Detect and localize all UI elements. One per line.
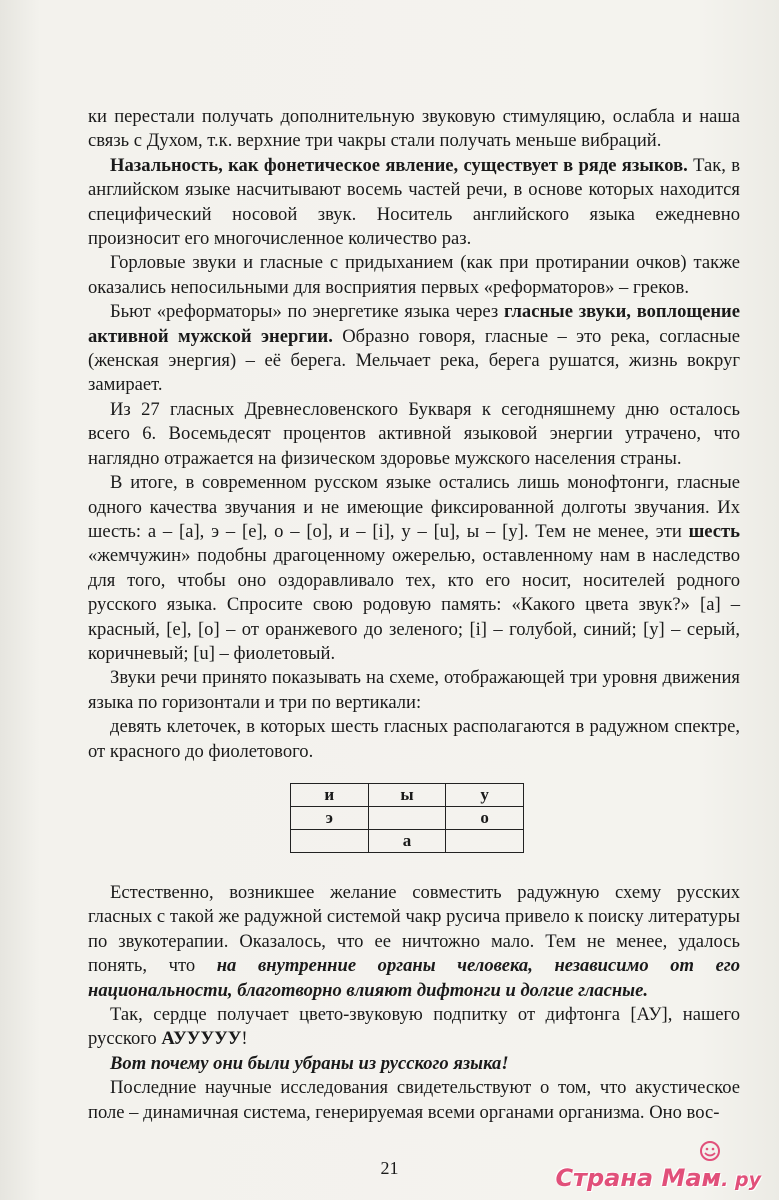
paragraph-1: ки перестали получать дополнительную звуковую стимуляцию, ослабла и наша связь с Духом, т.к. верхние три чакры стали получать меньше вибраций.	[88, 106, 740, 152]
vowel-cell: ы	[368, 784, 446, 807]
vowel-grid-table	[290, 783, 524, 853]
paragraph-10: Так, сердце получает цвето-звуковую подпитку от дифтонга [АУ], нашего русского АУУУУУ!	[88, 1004, 740, 1050]
vowel-cell	[446, 830, 524, 853]
vowel-cell: э	[291, 807, 369, 830]
vowel-cell: о	[446, 807, 524, 830]
paragraph-11: Вот почему они были убраны из русского языка!	[110, 1052, 509, 1074]
vowel-row-bottom	[291, 830, 524, 853]
paragraph-6: В итоге, в современном русском языке остались лишь монофтонги, гласные одного качества звучания и не имеющие фиксированной долготы звучания. Их шесть: а – [а], э – [е], о – [о], и – [i], у – [u], ы – [у]. Тем не менее, эти шесть «жемчужин» подобны драгоценному ожерелью, оставленному нам в наследство для того, чтобы оно оздоравливало тех, кто его носит, носителей родного русского языка. Спросите свою родовую память: «Какого цвета звук?» [а] – красный, [е], [о] – от оранжевого до зеленого; [i] – голубой, синий; [у] – серый, коричневый; [u] – фиолетовый.	[88, 472, 740, 664]
page-number: 21	[380, 1158, 399, 1178]
site-watermark: Страна Мам. ру	[555, 1164, 761, 1192]
paragraph-8: девять клеточек, в которых шесть гласных располагаются в радужном спектре, от красного до фиолетового.	[88, 716, 740, 762]
paragraph-4: Бьют «реформаторы» по энергетике языка через гласные звуки, воплощение активной мужской энергии. Образно говоря, гласные – это река, согласные (женская энергия) – её берега. Мельчает река, берега рушатся, жизнь вокруг замирает.	[88, 301, 740, 396]
vowel-cell: и	[291, 784, 369, 807]
vowel-cell	[291, 830, 369, 853]
smile-logo-icon	[697, 1140, 723, 1162]
vowel-row-top	[291, 784, 524, 807]
paragraph-3: Горловые звуки и гласные с придыханием (как при протирании очков) также оказались непосильными для восприятия первых «реформаторов» – греков.	[88, 252, 740, 298]
paragraph-12: Последние научные исследования свидетельствуют о том, что акустическое поле – динамичная система, генерируемая всеми органами организма. Оно вос-	[88, 1077, 740, 1123]
vowel-row-middle	[291, 807, 524, 830]
paragraph-9: Естественно, возникшее желание совместить радужную схему русских гласных с такой же радужной системой чакр русича привело к поиску литературы по звукотерапии. Оказалось, что ее ничтожно мало. Тем не менее, удалось понять, что на внутренние органы человека, независимо от его национальности, благотворно влияют дифтонги и долгие гласные.	[88, 882, 740, 1001]
paragraph-2: Назальность, как фонетическое явление, существует в ряде языков. Так, в английском языке насчитывают восемь частей речи, в основе которых находится специфический носовой звук. Носитель английского языка ежедневно произносит его многочисленное количество раз.	[88, 154, 741, 250]
vowel-cell	[368, 807, 446, 830]
paragraph-7: Звуки речи принято показывать на схеме, отображающей три уровня движения языка по горизонтали и три по вертикали:	[88, 667, 740, 713]
vowel-cell: а	[368, 830, 446, 853]
vowel-cell: у	[446, 784, 524, 807]
body-text-bottom	[88, 881, 740, 1125]
paragraph-5: Из 27 гласных Древнесловенского Букваря к сегодняшнему дню осталось всего 6. Восемьдесят процентов активной языковой энергии утрачено, что наглядно отражается на физическом здоровье мужского населения страны.	[88, 398, 740, 469]
body-text-top	[88, 105, 740, 764]
